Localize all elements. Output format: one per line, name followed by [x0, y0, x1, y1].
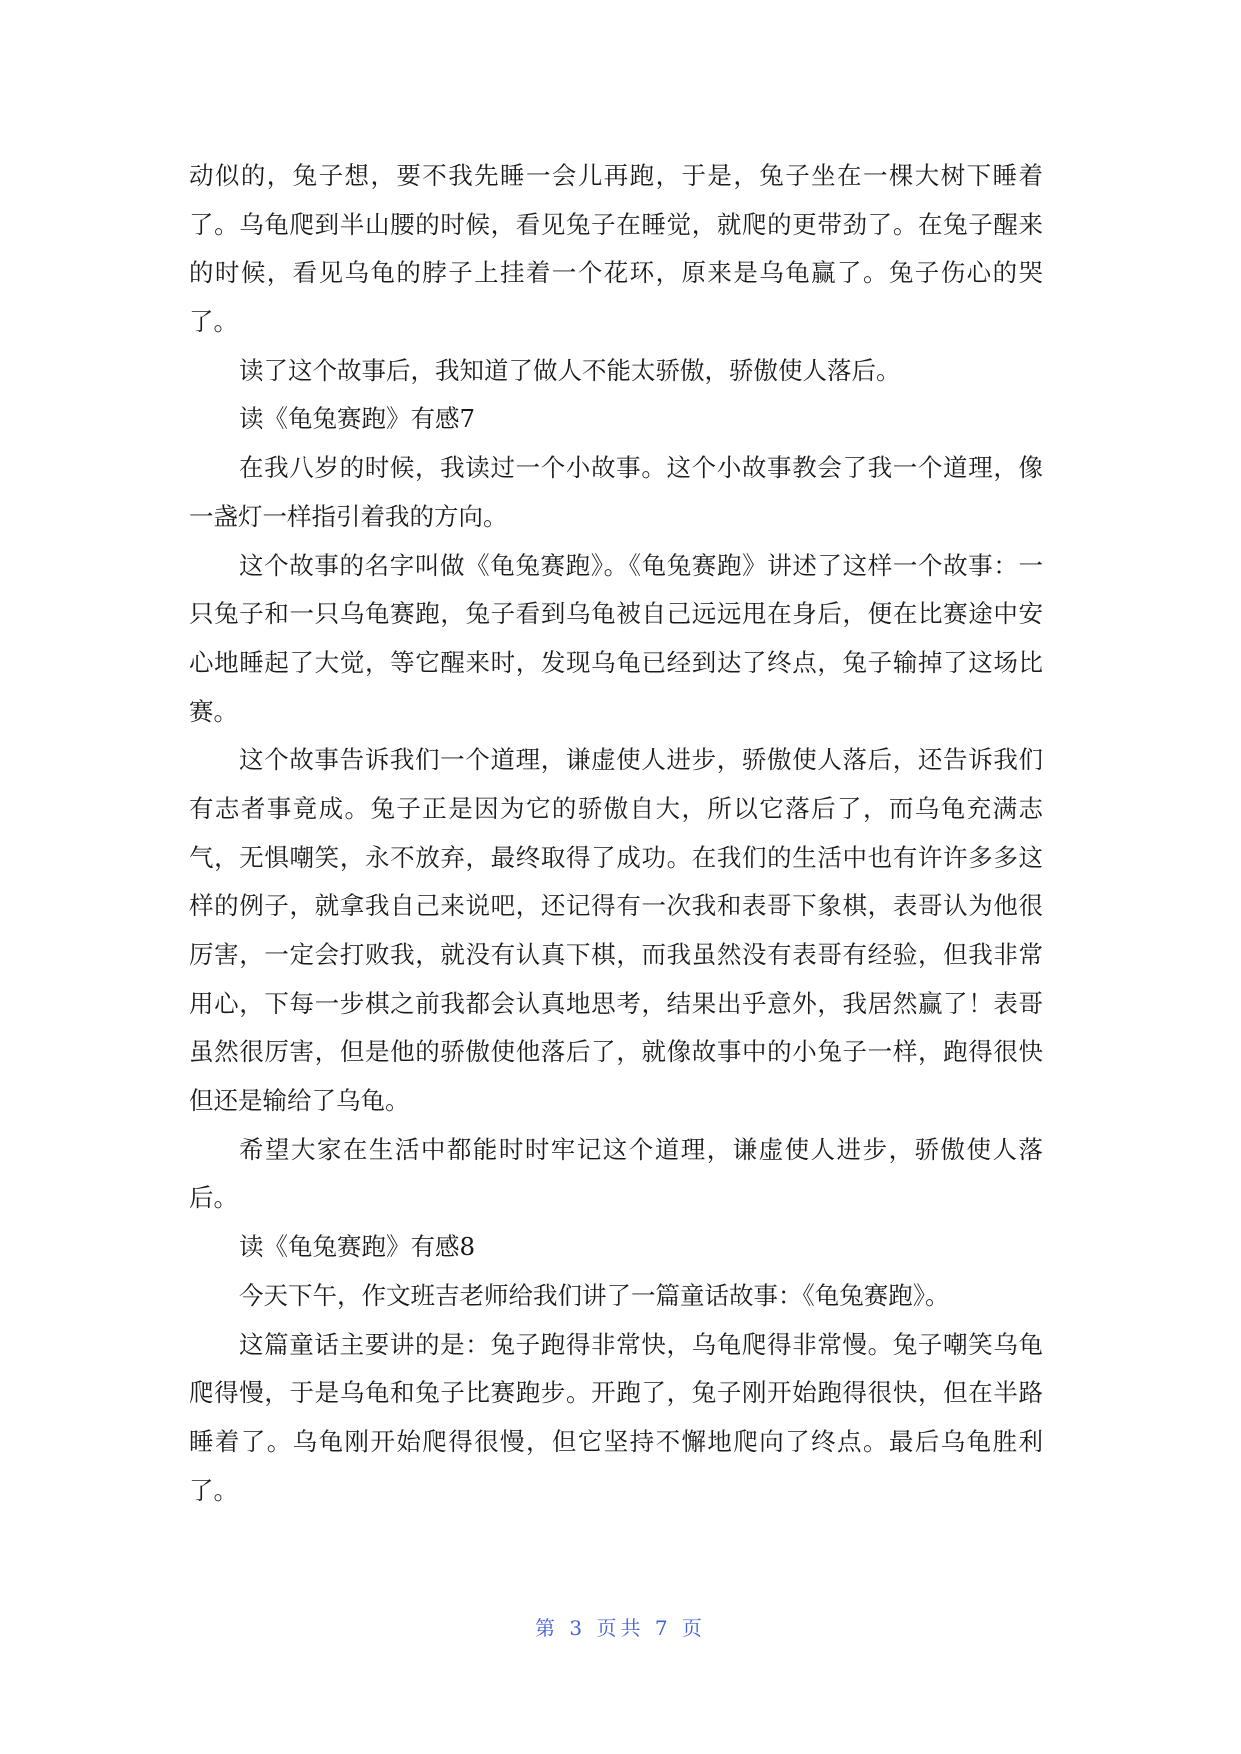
text-line: 这个故事告诉我们一个道理，谦虚使人进步，骄傲使人落后，还告诉我们 — [239, 745, 1043, 775]
text-line: 动似的，兔子想，要不我先睡一会儿再跑，于是，兔子坐在一棵大树下睡着 — [189, 161, 1043, 190]
text-line: 了。乌龟爬到半山腰的时候，看见兔子在睡觉，就爬的更带劲了。在兔子醒来 — [189, 209, 1043, 239]
text-line: 读了这个故事后，我知道了做人不能太骄傲，骄傲使人落后。 — [239, 355, 901, 385]
text-line: 爬得慢，于是乌龟和兔子比赛跑步。开跑了，兔子刚开始跑得很快，但在半路 — [189, 1378, 1043, 1408]
text-line: 了。 — [189, 307, 238, 337]
text-line: 在我八岁的时候，我读过一个小故事。这个小故事教会了我一个道理，像 — [239, 453, 1043, 483]
page-footer: 第 3 页共 7 页 — [535, 1616, 706, 1640]
text-line: 赛。 — [189, 696, 238, 726]
text-line: 有志者事竟成。兔子正是因为它的骄傲自大，所以它落后了，而乌龟充满志 — [189, 793, 1043, 823]
text-line: 这个故事的名字叫做《龟兔赛跑》。《龟兔赛跑》讲述了这样一个故事：一 — [239, 550, 1043, 580]
text-line: 后。 — [189, 1183, 238, 1213]
text-line: 虽然很厉害，但是他的骄傲使他落后了，就像故事中的小兔子一样，跑得很快 — [189, 1037, 1043, 1067]
text-line: 厉害，一定会打败我，就没有认真下棋，而我虽然没有表哥有经验，但我非常 — [189, 940, 1043, 969]
text-line: 希望大家在生活中都能时时牢记这个道理，谦虚使人进步，骄傲使人落 — [239, 1134, 1043, 1164]
text-line: 心地睡起了大觉，等它醒来时，发现乌龟已经到达了终点，兔子输掉了这场比 — [189, 647, 1043, 677]
document-body — [189, 152, 1043, 1515]
text-line: 样的例子，就拿我自己来说吧，还记得有一次我和表哥下象棋，表哥认为他很 — [189, 891, 1043, 921]
text-line: 睡着了。乌龟刚开始爬得很慢，但它坚持不懈地爬向了终点。最后乌龟胜利 — [189, 1426, 1043, 1456]
text-line: 了。 — [189, 1475, 238, 1505]
text-line: 今天下午，作文班吉老师给我们讲了一篇童话故事：《龟兔赛跑》。 — [239, 1280, 950, 1310]
text-line: 这篇童话主要讲的是：兔子跑得非常快，乌龟爬得非常慢。兔子嘲笑乌龟 — [239, 1329, 1043, 1359]
text-line: 气，无惧嘲笑，永不放弃，最终取得了成功。在我们的生活中也有许许多多这 — [189, 842, 1043, 872]
text-line: 的时候，看见乌龟的脖子上挂着一个花环，原来是乌龟赢了。兔子伤心的哭 — [189, 258, 1043, 288]
section-heading: 读《龟兔赛跑》有感8 — [239, 1232, 476, 1262]
text-line: 用心，下每一步棋之前我都会认真地思考，结果出乎意外，我居然赢了！表哥 — [189, 988, 1043, 1018]
section-heading: 读《龟兔赛跑》有感7 — [239, 404, 476, 434]
text-line: 一盏灯一样指引着我的方向。 — [189, 501, 508, 531]
text-line: 但还是输给了乌龟。 — [189, 1086, 410, 1116]
text-line: 只兔子和一只乌龟赛跑，兔子看到乌龟被自己远远甩在身后，便在比赛途中安 — [189, 599, 1043, 629]
